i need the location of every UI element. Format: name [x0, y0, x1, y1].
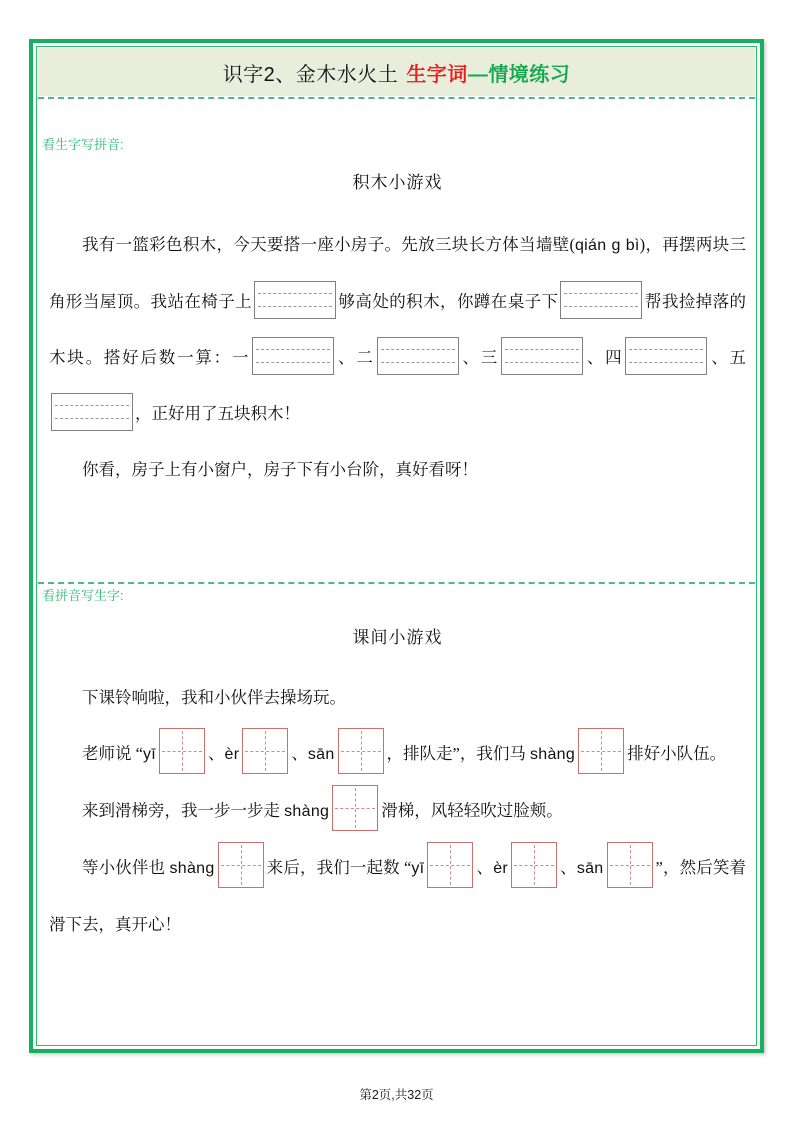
pinyin-answer-box[interactable] [625, 337, 707, 375]
chinese-text: 、 [208, 744, 225, 763]
chinese-text: 等小伙伴也 [82, 858, 170, 877]
section-two-content [49, 623, 746, 953]
chinese-text: 够高处的积木，你蹲在桌子下 [338, 292, 559, 311]
chinese-text: 滑梯，风轻轻吹过脸颊。 [381, 801, 563, 820]
exercise-paragraph [49, 726, 746, 783]
chinese-text: 你看，房子上有小窗户，房子下有小台阶，真好看呀！ [82, 460, 478, 479]
pinyin-answer-box[interactable] [252, 337, 334, 375]
chinese-text: )，再摆两块三角形当屋顶。我站在椅子上 [49, 235, 746, 311]
pinyin-text: sān [576, 860, 604, 877]
title-keyword-text: 生字词 [406, 63, 468, 86]
pinyin-text: shàng [169, 860, 215, 877]
pinyin-text: èr [224, 746, 240, 763]
chinese-text: 、 [560, 858, 577, 877]
pinyin-answer-box[interactable] [51, 393, 133, 431]
section-one-paragraphs [49, 217, 746, 498]
chinese-text: 来后，我们一起数 “ [266, 858, 412, 877]
pinyin-answer-box[interactable] [501, 337, 583, 375]
chinese-text: ，正好用了五块积木！ [135, 404, 300, 423]
chinese-text: 老师说 “ [82, 744, 143, 763]
section-label-pinyin-from-characters: 看生字写拼音: [42, 137, 124, 152]
exercise-paragraph [49, 217, 746, 442]
character-answer-box[interactable] [218, 842, 264, 888]
chinese-text: 、五 [709, 348, 747, 367]
pinyin-answer-box[interactable] [254, 281, 336, 319]
chinese-text: 排好小队伍。 [627, 744, 727, 763]
pinyin-text: yī [411, 860, 425, 877]
pinyin-answer-box[interactable] [560, 281, 642, 319]
pinyin-text: èr [493, 860, 509, 877]
pinyin-answer-box[interactable] [377, 337, 459, 375]
chinese-text: 、三 [460, 348, 500, 367]
pinyin-text: sān [307, 746, 335, 763]
section-one-content [49, 168, 746, 498]
worksheet-page-frame [29, 39, 764, 1053]
exercise-paragraph [49, 670, 746, 726]
character-answer-box[interactable] [332, 785, 378, 831]
chinese-text: 、四 [585, 348, 624, 367]
page-title [223, 58, 571, 87]
exercise-title-two: 课间小游戏 [352, 628, 443, 647]
title-lesson-text: 识字2、金木水火土 [222, 63, 399, 86]
chinese-text: 来到滑梯旁，我一步一步走 [82, 801, 285, 820]
chinese-text: 一 [231, 348, 251, 367]
character-answer-box[interactable] [427, 842, 473, 888]
character-answer-box[interactable] [338, 728, 384, 774]
chinese-text: ”，然后笑着滑下去，真开心！ [49, 858, 747, 934]
exercise-paragraph [49, 783, 746, 840]
title-suffix-text: —情境练习 [467, 63, 571, 86]
pinyin-text: shàng [529, 746, 576, 763]
chinese-text: 、 [291, 744, 308, 763]
chinese-text: 下课铃响啦，我和小伙伴去操场玩。 [82, 688, 346, 707]
character-answer-box[interactable] [578, 728, 624, 774]
chinese-text: 、二 [336, 348, 375, 367]
chinese-text: 、 [476, 858, 494, 877]
chinese-text: ，排队走”，我们马 [386, 744, 530, 763]
worksheet-header-band [38, 48, 755, 96]
pinyin-text: yī [142, 746, 156, 763]
exercise-paragraph [49, 840, 746, 953]
separator-top [38, 97, 755, 99]
chinese-text: 我有一篮彩色积木，今天要搭一座小房子。先放三块长方体当墙壁( [82, 235, 575, 254]
section-two-paragraphs [49, 670, 746, 953]
character-answer-box[interactable] [607, 842, 653, 888]
character-answer-box[interactable] [511, 842, 557, 888]
exercise-title-one: 积木小游戏 [352, 173, 443, 192]
pinyin-text: qián g bì [574, 237, 640, 254]
section-label-characters-from-pinyin: 看拼音写生字: [42, 588, 124, 603]
pinyin-text: shàng [284, 803, 330, 820]
exercise-paragraph [49, 442, 746, 498]
page-footer: 第2页,共32页 [359, 1088, 434, 1102]
character-answer-box[interactable] [159, 728, 205, 774]
chinese-text: 帮我捡掉落的木块。搭好后数一算： [49, 292, 746, 367]
separator-middle [38, 582, 755, 584]
character-answer-box[interactable] [242, 728, 288, 774]
